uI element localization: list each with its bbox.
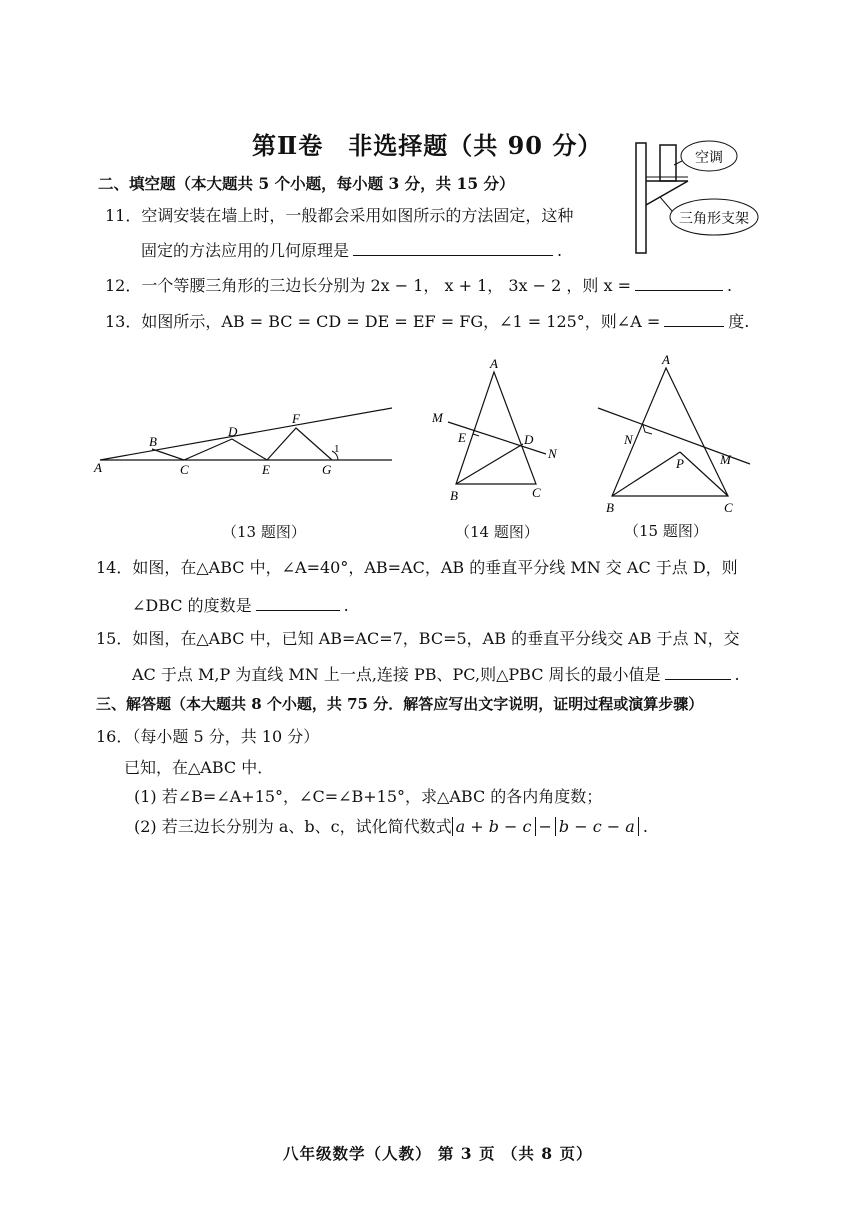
question-12-text: 12．一个等腰三角形的三边长分别为 2x − 1， x + 1， 3x − 2 ，则 x =	[105, 276, 632, 295]
question-16-part1: (1) 若∠B=∠A+15°，∠C=∠B+15°，求△ABC 的各内角度数；	[134, 787, 603, 806]
section-solution-heading: 三、解答题（本大题共 8 个小题，共 75 分．解答应写出文字说明，证明过程或演算步骤）	[96, 695, 704, 713]
page-title: 第Ⅱ卷 非选择题（共 90 分）	[252, 131, 603, 160]
label-G: G	[322, 462, 332, 477]
label-D: D	[228, 424, 238, 439]
label-N: N	[624, 432, 633, 447]
section-fill-in-heading: 二、填空题（本大题共 5 个小题，每小题 3 分，共 15 分）	[98, 174, 515, 193]
label-M: M	[720, 452, 731, 467]
figure-15-caption: （15 题图）	[624, 522, 708, 540]
question-15-line1: 15．如图，在△ABC 中，已知 AB=AC=7，BC=5，AB 的垂直平分线交 AB 于点 N，交	[96, 629, 740, 648]
question-16-head: 16．（每小题 5 分，共 10 分）	[96, 727, 320, 746]
label-C: C	[180, 462, 189, 477]
question-15-line2: AC 于点 M,P 为直线 MN 上一点,连接 PB、PC,则△PBC 周长的最小值是 .	[132, 665, 740, 684]
label-triangle-bracket: 三角形支架	[679, 212, 749, 227]
air-conditioner-figure	[630, 135, 760, 260]
label-A: A	[490, 356, 498, 371]
label-M: M	[432, 410, 443, 425]
answer-blank-14	[256, 609, 340, 611]
label-E: E	[458, 430, 466, 445]
label-N: N	[548, 446, 557, 461]
answer-blank-11	[353, 254, 553, 256]
absolute-value-expr-1: a + b − c	[452, 817, 536, 836]
question-12: 12．一个等腰三角形的三边长分别为 2x − 1， x + 1， 3x − 2 ，则 x = .	[105, 276, 733, 295]
page-footer: 八年级数学（人教） 第 3 页 （共 8 页）	[283, 1144, 593, 1163]
answer-blank-12	[635, 289, 723, 291]
question-14-line1: 14．如图，在△ABC 中，∠A=40°，AB=AC，AB 的垂直平分线 MN 交 AC 于点 D，则	[96, 558, 738, 577]
label-A: A	[94, 460, 102, 475]
question-11-line2: 固定的方法应用的几何原理是 .	[141, 241, 563, 260]
question-14-line2: ∠DBC 的度数是 .	[132, 596, 349, 615]
question-16-part2: (2) 若三边长分别为 a、b、c，试化简代数式 a + b − c − b − c − a .	[134, 817, 648, 836]
label-B: B	[450, 488, 458, 502]
question-11-line1: 11．空调安装在墙上时，一般都会采用如图所示的方法固定，这种	[105, 206, 574, 225]
answer-blank-13	[664, 325, 724, 327]
label-B: B	[149, 434, 157, 449]
question-13-text: 13．如图所示，AB = BC = CD = DE = EF = FG，∠1 = 125°，则∠A =	[105, 312, 661, 331]
figure-14	[428, 352, 568, 502]
label-A: A	[662, 352, 670, 367]
question-15-text: AC 于点 M,P 为直线 MN 上一点,连接 PB、PC,则△PBC 周长的最小值是	[132, 665, 661, 684]
label-D: D	[524, 432, 534, 447]
label-C: C	[532, 485, 541, 500]
question-13: 13．如图所示，AB = BC = CD = DE = EF = FG，∠1 = 125°，则∠A = 度.	[105, 312, 750, 331]
label-E: E	[262, 462, 270, 477]
label-B: B	[606, 500, 614, 515]
question-16-given: 已知，在△ABC 中．	[124, 758, 274, 777]
label-air-conditioner: 空调	[695, 151, 723, 166]
label-C: C	[724, 500, 733, 515]
label-P: P	[676, 456, 684, 471]
question-14-text: ∠DBC 的度数是	[132, 596, 252, 615]
figure-13	[92, 400, 404, 480]
figure-13-caption: （13 题图）	[222, 523, 306, 541]
figure-15	[592, 352, 762, 517]
figure-14-caption: （14 题图）	[455, 523, 539, 541]
question-11-text: 固定的方法应用的几何原理是	[141, 241, 350, 260]
label-F: F	[292, 411, 300, 426]
question-16-part2-text: (2) 若三边长分别为 a、b、c，试化简代数式	[134, 817, 452, 836]
answer-blank-15	[665, 678, 731, 680]
absolute-value-expr-2: b − c − a	[555, 817, 639, 836]
label-angle-1: 1	[334, 443, 340, 455]
